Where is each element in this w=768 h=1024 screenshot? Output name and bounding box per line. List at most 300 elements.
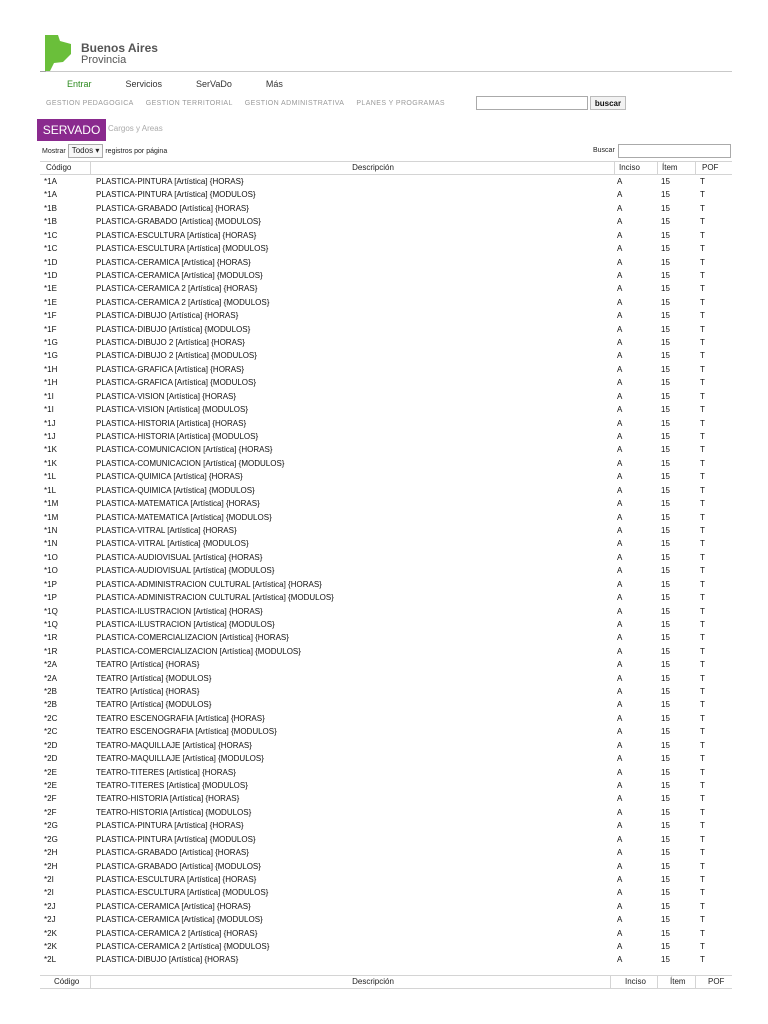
site-search-button[interactable]: buscar (590, 96, 626, 110)
cell-pof: T (700, 364, 705, 374)
cell-description: PLASTICA-COMERCIALIZACION [Artística] {HORAS} (96, 633, 289, 643)
cell-item: 15 (661, 794, 670, 804)
province-map-icon (38, 32, 78, 72)
cell-description: PLASTICA-CERAMICA 2 [Artística] {MODULOS} (96, 942, 270, 952)
cell-code: *2K (44, 942, 57, 952)
cell-description: TEATRO-TITERES [Artística] {HORAS} (96, 767, 236, 777)
cell-item: 15 (661, 177, 670, 186)
cell-description: PLASTICA-COMUNICACION [Artística] {MODULOS} (96, 458, 285, 468)
cell-description: PLASTICA-COMUNICACION [Artística] {HORAS} (96, 445, 273, 455)
table-row[interactable] (40, 685, 732, 698)
cell-code: *1E (44, 297, 57, 307)
cell-item: 15 (661, 391, 670, 401)
table-row[interactable] (40, 202, 732, 215)
cell-code: *1O (44, 566, 58, 576)
cell-description: TEATRO [Artística] {MODULOS} (96, 673, 212, 683)
cell-pof: T (700, 767, 705, 777)
table-header (40, 161, 732, 175)
cell-pof: T (700, 539, 705, 549)
cell-code: *2A (44, 673, 57, 683)
cell-code: *1P (44, 593, 57, 603)
cell-code: *1G (44, 351, 58, 361)
cell-pof: T (700, 606, 705, 616)
cell-pof: T (700, 458, 705, 468)
cell-pof: T (700, 311, 705, 321)
cell-pof: T (700, 673, 705, 683)
cell-item: 15 (661, 660, 670, 670)
cell-pof: T (700, 432, 705, 442)
cell-pof: T (700, 499, 705, 509)
cell-item: 15 (661, 311, 670, 321)
nav-item-servado[interactable]: SerVaDo (196, 79, 232, 89)
cell-code: *1O (44, 552, 58, 562)
cell-code: *1J (44, 418, 56, 428)
cell-pof: T (700, 324, 705, 334)
cell-code: *1D (44, 270, 58, 280)
per-page-label: registros por página (105, 147, 168, 155)
footer-header-item[interactable]: Ítem (657, 976, 708, 988)
table-row[interactable] (40, 806, 732, 819)
cell-code: *1L (44, 485, 57, 495)
cell-description: PLASTICA-DIBUJO [Artística] {MODULOS} (96, 324, 251, 334)
cell-inciso: A (617, 378, 623, 388)
cell-inciso: A (617, 539, 623, 549)
cell-pof: T (700, 955, 705, 965)
table-row[interactable] (40, 913, 732, 926)
cell-code: *2K (44, 928, 57, 938)
table-row[interactable] (40, 323, 732, 336)
column-header-description[interactable]: Descripción (90, 162, 655, 174)
cell-pof: T (700, 915, 705, 925)
table-row[interactable] (40, 309, 732, 322)
cell-inciso: A (617, 593, 623, 603)
cell-item: 15 (661, 284, 670, 294)
cell-inciso: A (617, 566, 623, 576)
subnav-item-gestion-territorial[interactable]: GESTION TERRITORIAL (145, 100, 233, 107)
cell-item: 15 (661, 780, 670, 790)
cell-pof: T (700, 713, 705, 723)
cell-item: 15 (661, 324, 670, 334)
cell-inciso: A (617, 364, 623, 374)
cell-pof: T (700, 378, 705, 388)
cell-item: 15 (661, 499, 670, 509)
cell-code: *1D (44, 257, 58, 267)
page-size-control (42, 144, 167, 158)
cell-description: PLASTICA-DIBUJO 2 [Artística] {MODULOS} (96, 351, 257, 361)
cell-description: TEATRO ESCENOGRAFIA [Artística] {HORAS} (96, 713, 265, 723)
cell-code: *2I (44, 888, 54, 898)
nav-item-servicios[interactable]: Servicios (125, 79, 163, 89)
cell-item: 15 (661, 270, 670, 280)
cell-pof: T (700, 928, 705, 938)
cell-code: *1P (44, 579, 57, 589)
table-row[interactable] (40, 792, 732, 805)
cell-item: 15 (661, 190, 670, 200)
cell-pof: T (700, 700, 705, 710)
cell-pof: T (700, 512, 705, 522)
cell-item: 15 (661, 485, 670, 495)
cell-item: 15 (661, 848, 670, 858)
table-row[interactable] (40, 860, 732, 873)
table-row[interactable] (40, 672, 732, 685)
cell-pof: T (700, 888, 705, 898)
cell-code: *1I (44, 391, 54, 401)
cell-inciso: A (617, 740, 623, 750)
cell-inciso: A (617, 834, 623, 844)
table-row[interactable] (40, 296, 732, 309)
table-row[interactable] (40, 376, 732, 389)
header-divider (46, 71, 732, 72)
cell-description: PLASTICA-HISTORIA [Artística] {HORAS} (96, 418, 247, 428)
cell-item: 15 (661, 445, 670, 455)
cell-inciso: A (617, 727, 623, 737)
cell-description: PLASTICA-GRABADO [Artística] {MODULOS} (96, 861, 261, 871)
cell-description: TEATRO-HISTORIA [Artística] {MODULOS} (96, 807, 252, 817)
cell-code: *2G (44, 834, 58, 844)
cell-pof: T (700, 834, 705, 844)
dropdown-arrow-icon: ▾ (95, 146, 100, 155)
cell-pof: T (700, 485, 705, 495)
table-row[interactable] (40, 470, 732, 483)
table-row[interactable] (40, 511, 732, 524)
cell-item: 15 (661, 901, 670, 911)
brand-logo[interactable] (38, 32, 238, 74)
cell-pof: T (700, 230, 705, 240)
table-row[interactable] (40, 390, 732, 403)
cell-description: PLASTICA-GRAFICA [Artística] {MODULOS} (96, 378, 257, 388)
table-row[interactable] (40, 215, 732, 228)
cell-code: *2D (44, 740, 58, 750)
cell-inciso: A (617, 284, 623, 294)
table-row[interactable] (40, 927, 732, 940)
cell-item: 15 (661, 244, 670, 254)
cell-item: 15 (661, 257, 670, 267)
table-row[interactable] (40, 256, 732, 269)
table-row[interactable] (40, 739, 732, 752)
cell-description: PLASTICA-ESCULTURA [Artística] {HORAS} (96, 230, 257, 240)
table-row[interactable] (40, 242, 732, 255)
section-badge: SERVADO (37, 119, 106, 141)
cell-item: 15 (661, 888, 670, 898)
cell-pof: T (700, 190, 705, 200)
footer-header-inciso[interactable]: Inciso (610, 976, 665, 988)
cell-code: *1N (44, 539, 58, 549)
cell-pof: T (700, 338, 705, 348)
table-row[interactable] (40, 752, 732, 765)
cell-description: PLASTICA-CERAMICA 2 [Artística] {HORAS} (96, 284, 258, 294)
cell-code: *1H (44, 364, 58, 374)
table-row[interactable] (40, 698, 732, 711)
cell-item: 15 (661, 539, 670, 549)
cell-code: *1B (44, 217, 57, 227)
table-row[interactable] (40, 524, 732, 537)
cell-inciso: A (617, 217, 623, 227)
cell-inciso: A (617, 700, 623, 710)
table-row[interactable] (40, 269, 732, 282)
cell-item: 15 (661, 512, 670, 522)
cell-pof: T (700, 552, 705, 562)
cell-pof: T (700, 780, 705, 790)
cell-pof: T (700, 177, 705, 186)
cell-item: 15 (661, 807, 670, 817)
cell-code: *1M (44, 499, 59, 509)
cell-item: 15 (661, 579, 670, 589)
cell-description: TEATRO ESCENOGRAFIA [Artística] {MODULOS} (96, 727, 277, 737)
cell-code: *2F (44, 807, 57, 817)
cell-description: PLASTICA-CERAMICA [Artística] {HORAS} (96, 901, 251, 911)
cell-item: 15 (661, 713, 670, 723)
site-search-input[interactable] (476, 96, 588, 110)
table-row[interactable] (40, 551, 732, 564)
table-row[interactable] (40, 645, 732, 658)
table-row[interactable] (40, 484, 732, 497)
cell-item: 15 (661, 646, 670, 656)
cell-item: 15 (661, 928, 670, 938)
filter-label: Buscar (593, 147, 615, 154)
cell-item: 15 (661, 364, 670, 374)
cell-pof: T (700, 525, 705, 535)
cell-pof: T (700, 257, 705, 267)
footer-header-description[interactable]: Descripción (90, 976, 655, 988)
table-row[interactable] (40, 886, 732, 899)
table-row[interactable] (40, 779, 732, 792)
cell-code: *2J (44, 915, 56, 925)
cell-item: 15 (661, 432, 670, 442)
cell-code: *1R (44, 633, 58, 643)
table-row[interactable] (40, 403, 732, 416)
cell-description: TEATRO [Artística] {HORAS} (96, 660, 200, 670)
table-row[interactable] (40, 833, 732, 846)
cell-inciso: A (617, 472, 623, 482)
cell-pof: T (700, 270, 705, 280)
cell-code: *2L (44, 955, 57, 965)
cell-item: 15 (661, 203, 670, 213)
cell-inciso: A (617, 848, 623, 858)
table-row[interactable] (40, 457, 732, 470)
cell-item: 15 (661, 767, 670, 777)
cell-inciso: A (617, 485, 623, 495)
table-row[interactable] (40, 417, 732, 430)
cell-inciso: A (617, 646, 623, 656)
table-row[interactable] (40, 443, 732, 456)
cell-item: 15 (661, 834, 670, 844)
table-filter-input[interactable] (618, 144, 731, 158)
cell-inciso: A (617, 888, 623, 898)
cell-item: 15 (661, 566, 670, 576)
cell-pof: T (700, 418, 705, 428)
nav-item-entrar[interactable]: Entrar (67, 79, 92, 89)
cell-inciso: A (617, 391, 623, 401)
cell-code: *2C (44, 727, 58, 737)
nav-item-m-s[interactable]: Más (265, 79, 283, 89)
cell-item: 15 (661, 525, 670, 535)
cell-inciso: A (617, 297, 623, 307)
cell-code: *2C (44, 713, 58, 723)
table-row[interactable] (40, 618, 732, 631)
main-nav (67, 79, 317, 93)
cell-pof: T (700, 740, 705, 750)
cell-description: PLASTICA-DIBUJO [Artística] {HORAS} (96, 311, 239, 321)
table-row[interactable] (40, 497, 732, 510)
cell-item: 15 (661, 861, 670, 871)
table-body (40, 175, 732, 967)
table-row[interactable] (40, 873, 732, 886)
cell-item: 15 (661, 673, 670, 683)
cell-pof: T (700, 593, 705, 603)
cell-pof: T (700, 687, 705, 697)
table-row[interactable] (40, 537, 732, 550)
cell-description: PLASTICA-AUDIOVISUAL [Artística] {HORAS} (96, 552, 263, 562)
cell-inciso: A (617, 270, 623, 280)
column-header-code[interactable]: Código (46, 163, 72, 172)
cell-description: PLASTICA-CERAMICA 2 [Artística] {HORAS} (96, 928, 258, 938)
cell-code: *2H (44, 861, 58, 871)
footer-header-pof[interactable]: POF (695, 976, 744, 988)
cell-inciso: A (617, 874, 623, 884)
column-header-pof[interactable]: POF (695, 162, 738, 174)
cell-item: 15 (661, 754, 670, 764)
subnav-item-planes-y-programas[interactable]: PLANES Y PROGRAMAS (356, 100, 445, 107)
table-row[interactable] (40, 900, 732, 913)
table-row[interactable] (40, 631, 732, 644)
subnav-item-gestion-administrativa[interactable]: GESTION ADMINISTRATIVA (244, 100, 345, 107)
cell-pof: T (700, 472, 705, 482)
cell-description: PLASTICA-ILUSTRACION [Artística] {MODULOS} (96, 619, 275, 629)
cell-pof: T (700, 942, 705, 952)
cell-pof: T (700, 821, 705, 831)
cell-inciso: A (617, 794, 623, 804)
cell-inciso: A (617, 244, 623, 254)
table-row[interactable] (40, 564, 732, 577)
cell-pof: T (700, 727, 705, 737)
cell-inciso: A (617, 673, 623, 683)
table-row[interactable] (40, 229, 732, 242)
table-row[interactable] (40, 819, 732, 832)
table-row[interactable] (40, 766, 732, 779)
cell-description: PLASTICA-QUIMICA [Artística] {HORAS} (96, 472, 243, 482)
cell-item: 15 (661, 458, 670, 468)
cell-description: PLASTICA-GRAFICA [Artística] {HORAS} (96, 364, 245, 374)
cell-code: *1Q (44, 606, 58, 616)
cell-inciso: A (617, 915, 623, 925)
cell-description: PLASTICA-DIBUJO 2 [Artística] {HORAS} (96, 338, 245, 348)
table-row[interactable] (40, 430, 732, 443)
table-row[interactable] (40, 282, 732, 295)
cell-item: 15 (661, 915, 670, 925)
table-row[interactable] (40, 591, 732, 604)
cell-inciso: A (617, 807, 623, 817)
brand-name: Buenos Aires (81, 41, 158, 55)
table-row[interactable] (40, 658, 732, 671)
cell-pof: T (700, 646, 705, 656)
cell-description: PLASTICA-VITRAL [Artística] {MODULOS} (96, 539, 249, 549)
table-row[interactable] (40, 940, 732, 953)
cell-item: 15 (661, 230, 670, 240)
table-row[interactable] (40, 578, 732, 591)
cell-code: *2B (44, 687, 57, 697)
cell-description: PLASTICA-PINTURA [Artística] {HORAS} (96, 821, 244, 831)
cell-inciso: A (617, 780, 623, 790)
cell-description: PLASTICA-CERAMICA 2 [Artística] {MODULOS} (96, 297, 270, 307)
cell-inciso: A (617, 552, 623, 562)
cell-pof: T (700, 848, 705, 858)
cell-item: 15 (661, 874, 670, 884)
cell-item: 15 (661, 942, 670, 952)
column-header-item[interactable]: Ítem (657, 162, 700, 174)
table-row[interactable] (40, 349, 732, 362)
table-row[interactable] (40, 363, 732, 376)
cell-code: *1L (44, 472, 57, 482)
cell-code: *1J (44, 432, 56, 442)
cell-item: 15 (661, 821, 670, 831)
cell-pof: T (700, 794, 705, 804)
page-size-select[interactable] (68, 144, 104, 158)
cell-pof: T (700, 754, 705, 764)
cell-description: PLASTICA-AUDIOVISUAL [Artística] {MODULOS} (96, 566, 275, 576)
cell-description: PLASTICA-QUIMICA [Artística] {MODULOS} (96, 485, 255, 495)
cell-description: PLASTICA-PINTURA [Artística] {MODULOS} (96, 190, 256, 200)
cell-description: PLASTICA-HISTORIA [Artística] {MODULOS} (96, 432, 259, 442)
cell-description: PLASTICA-VISION [Artística] {MODULOS} (96, 405, 249, 415)
cell-description: PLASTICA-ESCULTURA [Artística] {MODULOS} (96, 888, 269, 898)
cell-inciso: A (617, 660, 623, 670)
cell-pof: T (700, 660, 705, 670)
cell-description: TEATRO-TITERES [Artística] {MODULOS} (96, 780, 248, 790)
table-row[interactable] (40, 175, 732, 188)
cell-inciso: A (617, 942, 623, 952)
table-row[interactable] (40, 725, 732, 738)
cell-inciso: A (617, 257, 623, 267)
cell-inciso: A (617, 432, 623, 442)
cell-description: TEATRO-MAQUILLAJE [Artística] {MODULOS} (96, 754, 264, 764)
footer-header-code[interactable]: Código (54, 977, 80, 986)
cell-description: PLASTICA-GRABADO [Artística] {MODULOS} (96, 217, 261, 227)
cell-inciso: A (617, 955, 623, 965)
cell-inciso: A (617, 579, 623, 589)
cell-code: *1A (44, 190, 57, 200)
cell-description: PLASTICA-VISION [Artística] {HORAS} (96, 391, 237, 401)
cell-pof: T (700, 633, 705, 643)
cell-inciso: A (617, 230, 623, 240)
cell-pof: T (700, 284, 705, 294)
column-header-inciso[interactable]: Inciso (614, 162, 665, 174)
cell-inciso: A (617, 633, 623, 643)
table-row[interactable] (40, 188, 732, 201)
subnav-item-gestion-pedagogica[interactable]: GESTION PEDAGOGICA (46, 100, 134, 107)
cell-inciso: A (617, 190, 623, 200)
cell-item: 15 (661, 619, 670, 629)
cell-code: *2A (44, 660, 57, 670)
cell-code: *2G (44, 821, 58, 831)
cell-pof: T (700, 874, 705, 884)
cell-code: *2E (44, 780, 57, 790)
cell-item: 15 (661, 217, 670, 227)
table-row[interactable] (40, 846, 732, 859)
cell-inciso: A (617, 338, 623, 348)
cell-code: *1N (44, 525, 58, 535)
cell-description: TEATRO-MAQUILLAJE [Artística] {HORAS} (96, 740, 252, 750)
table-row[interactable] (40, 712, 732, 725)
cell-description: PLASTICA-PINTURA [Artística] {HORAS} (96, 177, 244, 186)
cell-item: 15 (661, 633, 670, 643)
cell-code: *1Q (44, 619, 58, 629)
table-row[interactable] (40, 336, 732, 349)
cell-pof: T (700, 861, 705, 871)
table-row[interactable] (40, 953, 732, 966)
cell-description: PLASTICA-ILUSTRACION [Artística] {HORAS} (96, 606, 263, 616)
table-row[interactable] (40, 605, 732, 618)
cell-inciso: A (617, 928, 623, 938)
